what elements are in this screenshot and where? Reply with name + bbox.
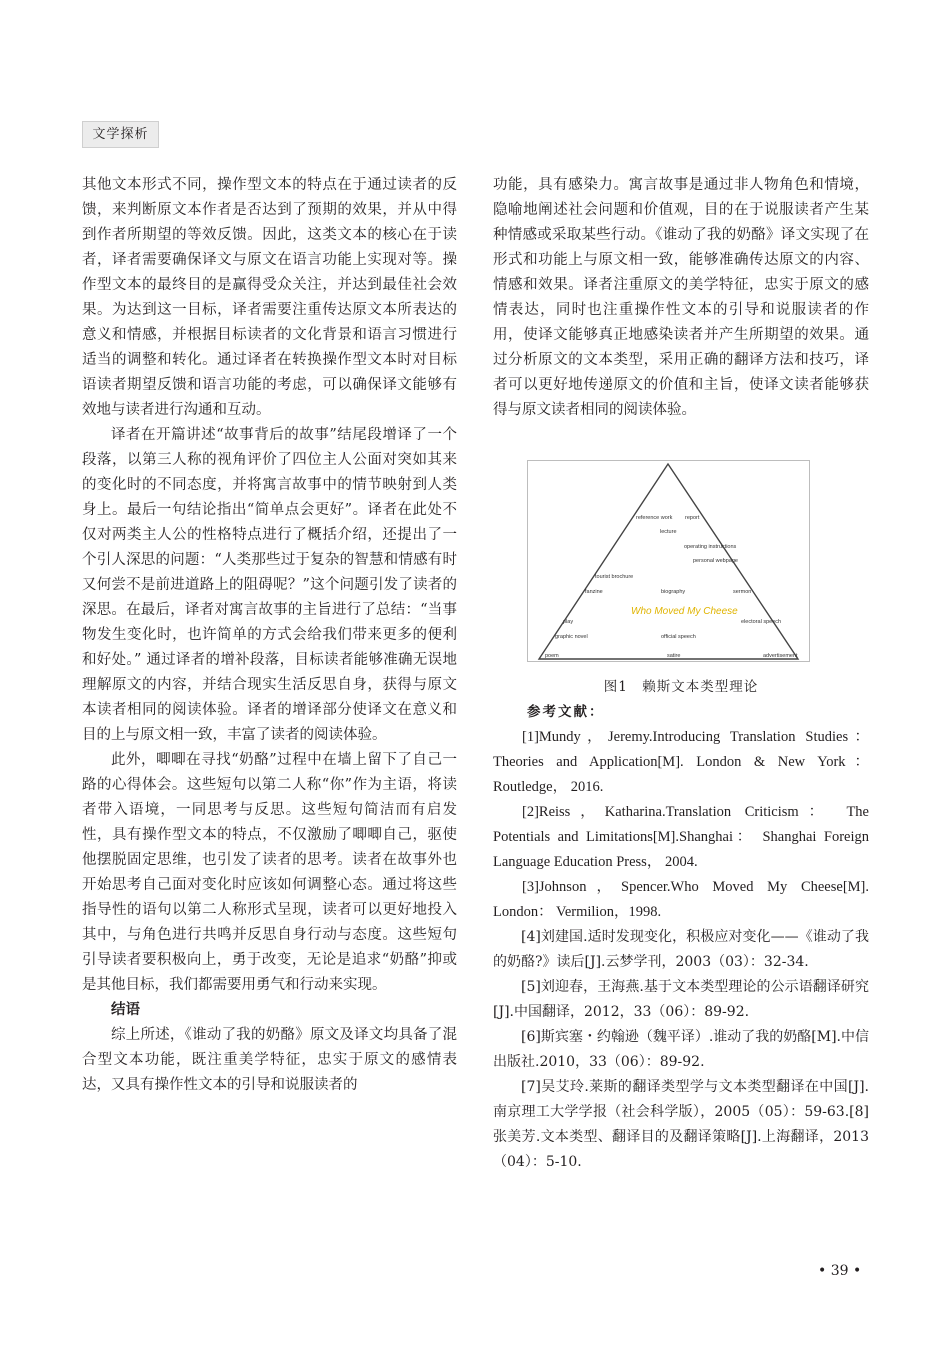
label-personal-webpage: personal webpage [693, 558, 738, 564]
figure-border [528, 461, 810, 662]
reference-item: [6]斯宾塞・约翰逊（魏平译）.谁动了我的奶酪[M].中信出版社.2010，33（06）：89-92. [493, 1029, 869, 1070]
paragraph: 译者在开篇讲述“故事背后的故事”结尾段增译了一个段落，以第三人称的视角评价了四位主人公面对突如其来的变化时的不同态度，并将寓言故事中的情节映射到人类身上。最后一句结论指出“简单点会更好”。译者在此处不仅对两类主人公的性格特点进行了概括介绍，还提出了一个引人深思的问题：“人类那些过于复杂的智慧和情感有时又何尝不是前进道路上的阻碍呢？”这个问题引发了读者的深思。在最后，译者对寓言故事的主旨进行了总结：“当事物发生变化时，也许简单的方式会给我们带来更多的便利和好处。” 通过译者的增补段落，目标读者能够准确无误地理解原文的内容，并结合现实生活反思自身，获得与原文本读者相同的阅读体验。译者的增译部分使译文在意义和目的上与原文相一致，丰富了读者的阅读体验。 [82, 427, 457, 743]
label-sermon: sermon [733, 589, 752, 595]
label-play: play [563, 619, 574, 625]
label-poem: poem [545, 653, 559, 659]
left-column [82, 173, 457, 1098]
figure-svg [527, 460, 810, 662]
page-number: • 39 • [818, 1263, 862, 1279]
reference-item: [5]刘迎春，王海燕.基于文本类型理论的公示语翻译研究[J].中国翻译，2012，33（06）：89-92. [493, 979, 869, 1020]
paragraph: 此外，唧唧在寻找“奶酪”过程中在墙上留下了自己一路的心得体会。这些短句以第二人称“你”作为主语，将读者带入语境，一同思考与反思。这些短句简洁而有启发性，具有操作型文本的特点，不仅激励了唧唧自己，驱使他摆脱固定思维，也引发了读者的思考。读者在故事外也开始思考自己面对变化时应该如何调整心态。通过将这些指导性的语句以第二人称形式呈现，读者可以更好地投入其中，与角色进行共鸣并反思自身行动与态度。这些短句引导读者要积极向上，勇于改变，无论是追求“奶酪”抑或是其他目标，我们都需要用勇气和行动来实现。 [82, 752, 457, 993]
conclusion-heading: 结语 [111, 1002, 140, 1018]
paragraph: 综上所述，《谁动了我的奶酪》原文及译文均具备了混合型文本功能，既注重美学特征，忠实于原文的感情表达，又具有操作性文本的引导和说服读者的 [82, 1027, 457, 1093]
label-official-speech: official speech [661, 634, 696, 640]
label-graphic-novel: graphic novel [555, 634, 588, 640]
reference-item: [7]吴艾玲.莱斯的翻译类型学与文本类型翻译在中国[J].南京理工大学学报（社会科学版），2005（05）：59-63.[8]张美芳.文本类型、翻译目的及翻译策略[J].上海翻译，2013（04）：5-10. [493, 1079, 869, 1170]
references-title: 参考文献： [527, 704, 605, 720]
figure-caption: 图1 赖斯文本类型理论 [603, 679, 759, 695]
label-advertisement: advertisement [763, 653, 798, 659]
label-reference-work: reference work [636, 515, 673, 521]
section-tag: 文学探析 [82, 121, 159, 148]
reference-item: [2]Reiss，Katharina.Translation Criticism： The Potentials and Limitations[M].Shanghai： Shanghai Foreign Language Education Press， 2004. [493, 804, 869, 870]
label-fanzine: fanzine [585, 589, 603, 595]
paragraph: 其他文本形式不同，操作型文本的特点在于通过读者的反馈，来判断原文本作者是否达到了预期的效果，并从中得到作者所期望的等效反馈。因此，这类文本的核心在于读者，译者需要确保译文与原文在语言功能上实现对等。操作型文本的最终目的是赢得受众关注，并达到最佳社会效果。为达到这一目标，译者需要注重传达原文本所表达的意义和情感，并根据目标读者的文化背景和语言习惯进行适当的调整和转化。通过译者在转换操作型文本时对目标语读者期望反馈和语言功能的考虑，可以确保译文能够有效地与读者进行沟通和互动。 [82, 177, 457, 418]
label-tourist-brochure: tourist brochure [595, 574, 634, 580]
paragraph: 功能，具有感染力。寓言故事是通过非人物角色和情境，隐喻地阐述社会问题和价值观，目的在于说服读者产生某种情感或采取某些行动。《谁动了我的奶酪》译文实现了在形式和功能上与原文相一致，能够准确传达原文的内容、情感和效果。译者注重原文的美学特征，忠实于原文的感情表达，同时也注重操作性文本的引导和说服读者的作用，使译文能够真正地感染读者并产生所期望的效果。通过分析原文的文本类型，采用正确的翻译方法和技巧，译者可以更好地传递原文的价值和主旨，使译文读者能够获得与原文读者相同的阅读体验。 [493, 177, 869, 418]
text-type-figure [527, 460, 810, 662]
label-satire: satire [667, 653, 681, 659]
reference-item: [1]Mundy，Jeremy.Introducing Translation Studies：Theories and Application[M]. London & New York：Routledge， 2016. [493, 729, 869, 795]
label-report: report [685, 515, 700, 521]
reference-item: [3]Johnson，Spencer.Who Moved My Cheese[M]. London： Vermilion，1998. [493, 879, 869, 920]
right-column [493, 173, 869, 423]
label-operating-instructions: operating instructions [684, 544, 737, 550]
references-list [493, 725, 869, 1175]
label-electoral-speech: electoral speech [741, 619, 782, 625]
label-lecture: lecture [660, 529, 677, 535]
reference-item: [4]刘建国.适时发现变化，积极应对变化——《谁动了我的奶酪?》读后[J].云梦学刊，2003（03）：32-34. [493, 929, 869, 970]
label-biography: biography [661, 589, 686, 595]
label-center-title: Who Moved My Cheese [631, 606, 738, 617]
